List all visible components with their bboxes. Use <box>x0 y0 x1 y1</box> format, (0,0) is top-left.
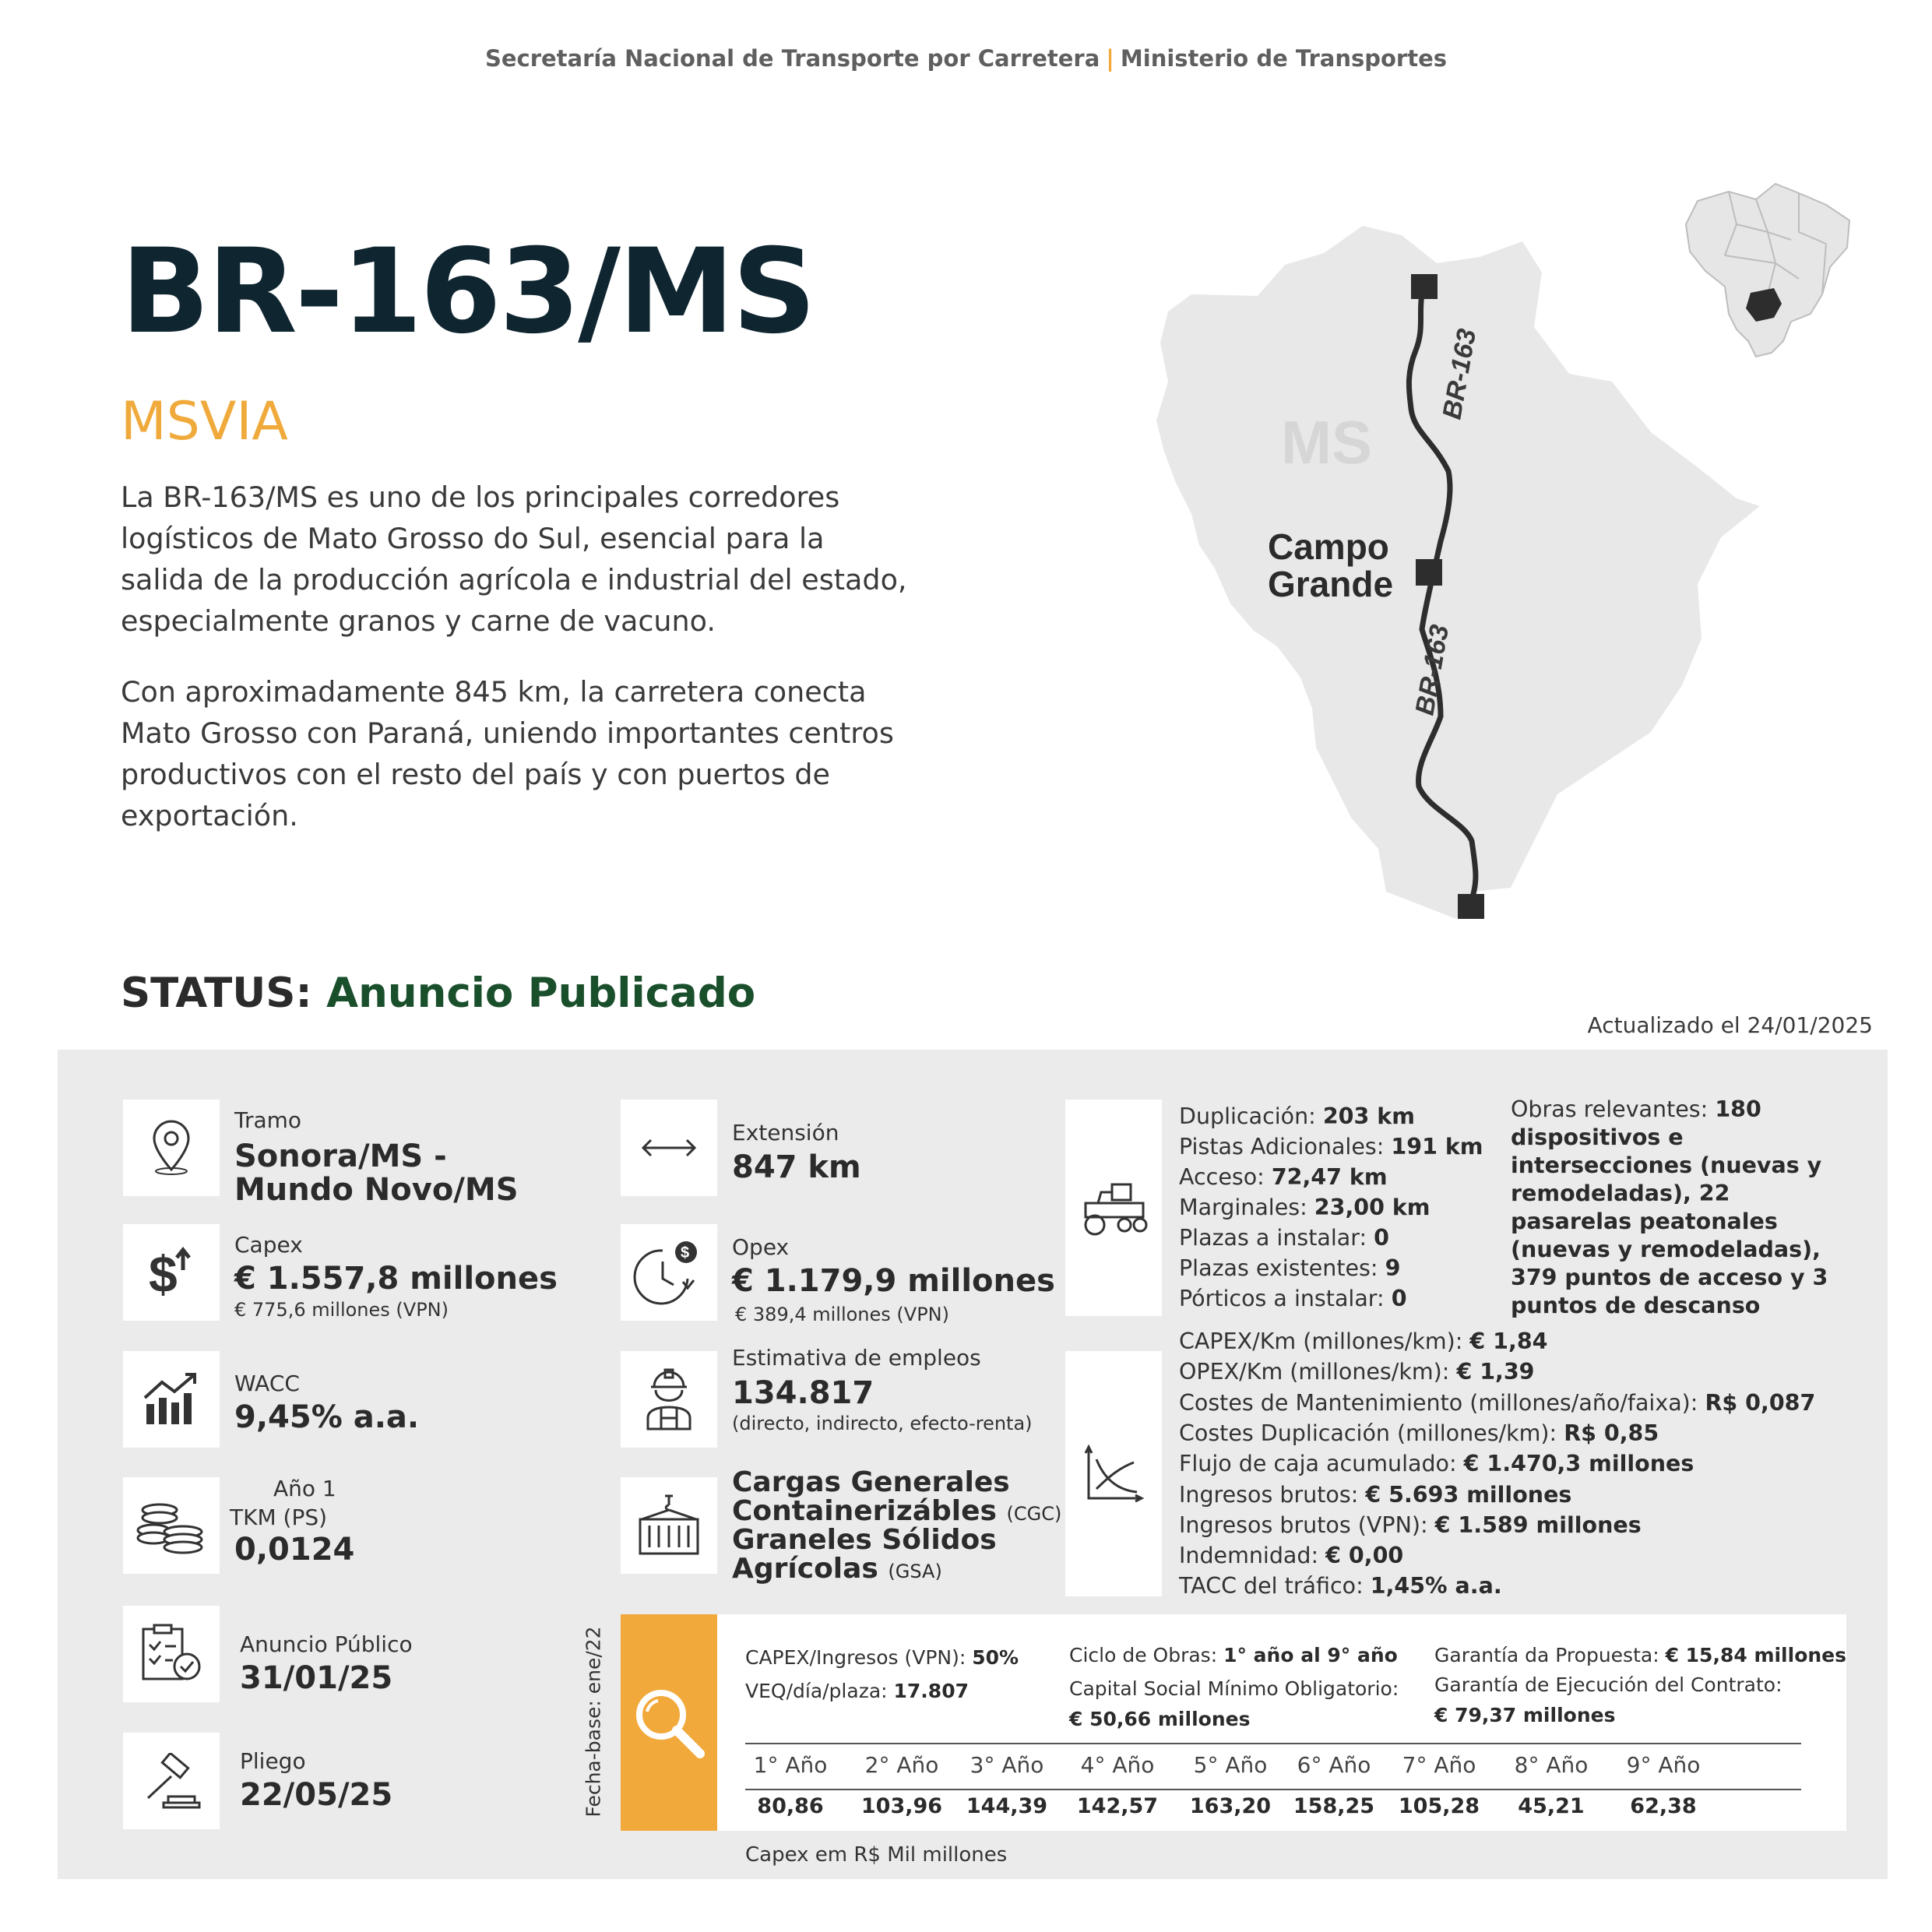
header-line <box>0 45 1932 72</box>
road-label-north: BR-163 <box>1437 326 1483 422</box>
cargo-line4 <box>732 1554 942 1586</box>
works-item-value: 203 km <box>1322 1103 1415 1129</box>
double-arrow-icon <box>621 1100 717 1196</box>
works-item <box>1179 1192 1431 1223</box>
capex-year-header: 9° Año <box>1626 1752 1701 1778</box>
finance-item <box>1179 1326 1547 1357</box>
extension-label: Extensión <box>732 1120 839 1145</box>
finance-item-value: € 5.693 millones <box>1365 1481 1572 1508</box>
tkm-label: TKM (PS) <box>230 1504 328 1530</box>
capex-year-value: 45,21 <box>1518 1794 1585 1818</box>
status-value: Anuncio Publicado <box>326 970 756 1017</box>
works-item-value: 23,00 km <box>1314 1195 1431 1220</box>
capital-amount: € 50,66 millones <box>1069 1708 1251 1730</box>
works-item <box>1179 1283 1407 1314</box>
ciclo-obras <box>1069 1641 1398 1670</box>
capex-year-header: 3° Año <box>970 1752 1044 1778</box>
road-roller-icon <box>1065 1100 1162 1316</box>
finance-item <box>1179 1540 1403 1571</box>
description-paragraph-2: Con aproximadamente 845 km, la carretera conecta Mato Grosso con Paraná, uniendo importantes centros productivos con el resto del país y con puertos de exportación. <box>121 675 894 832</box>
tkm-year-label: Año 1 <box>273 1476 336 1501</box>
location-pin-icon <box>123 1100 220 1196</box>
finance-item <box>1179 1510 1642 1540</box>
tramo-value-line2: Mundo Novo/MS <box>234 1172 519 1208</box>
cargo-line1: Cargas Generales <box>732 1466 1010 1498</box>
header-org-secretaria: Secretaría Nacional de Transporte por Carretera <box>484 45 1100 72</box>
fecha-base <box>574 1616 613 1828</box>
terminal-north-marker <box>1411 274 1438 299</box>
capex-year-header: 2° Año <box>864 1752 939 1778</box>
finance-item-key: OPEX/Km (millones/km): <box>1179 1359 1457 1385</box>
garantia-ejecucion-value <box>1434 1701 1615 1730</box>
works-item-key: Plazas a instalar: <box>1179 1225 1374 1251</box>
clock-dollar-icon <box>621 1224 717 1321</box>
campo-grande-marker <box>1416 559 1442 586</box>
growth-chart-icon <box>123 1351 220 1448</box>
extension-value: 847 km <box>732 1149 861 1185</box>
works-item-value: 72,47 km <box>1271 1164 1388 1190</box>
empleos-value: 134.817 <box>732 1375 875 1411</box>
header-separator: | <box>1106 45 1114 72</box>
concessionaire-name: MSVIA <box>121 391 288 452</box>
cargo-cgc-name: Containerizábles <box>732 1495 997 1527</box>
opex-value: € 1.179,9 millones <box>732 1263 1055 1299</box>
finance-item-key: Ingresos brutos: <box>1179 1481 1366 1508</box>
finance-item-key: Indemnidad: <box>1179 1543 1326 1569</box>
ciclo-value: 1° año al 9° año <box>1223 1644 1398 1666</box>
capex-value: € 1.557,8 millones <box>234 1261 558 1297</box>
years-top-rule <box>745 1743 1801 1744</box>
page-title: BR-163/MS <box>121 224 815 360</box>
works-item-key: Marginales: <box>1179 1195 1314 1220</box>
capex-vpn: € 775,6 millones (VPN) <box>234 1299 449 1321</box>
capex-year-header: 7° Año <box>1402 1752 1476 1778</box>
cargo-line3: Graneles Sólidos <box>732 1524 997 1556</box>
declining-chart-icon <box>1065 1351 1162 1596</box>
garantia-ejecucion-key: Garantía de Ejecución del Contrato: <box>1434 1673 1782 1696</box>
capex-ingresos-value: 50% <box>972 1646 1019 1669</box>
container-icon <box>621 1477 717 1574</box>
magnifier-icon <box>621 1614 717 1831</box>
works-item-key: Acceso: <box>1179 1164 1272 1190</box>
works-item-key: Duplicación: <box>1179 1103 1323 1129</box>
pliego-date: 22/05/25 <box>240 1777 393 1813</box>
finance-item <box>1179 1388 1815 1418</box>
empleos-label: Estimativa de empleos <box>732 1345 981 1371</box>
capex-year-value: 142,57 <box>1076 1794 1159 1818</box>
finance-item <box>1179 1480 1571 1510</box>
finance-item-value: € 1,39 <box>1456 1359 1535 1385</box>
capex-ingresos <box>745 1643 1019 1673</box>
works-item-value: 0 <box>1374 1225 1389 1251</box>
fecha-base-label: Fecha-base: ene/22 <box>582 1626 605 1818</box>
wacc-label: WACC <box>234 1371 300 1396</box>
status-line <box>121 970 755 1017</box>
finance-item <box>1179 1571 1502 1601</box>
capex-year-value: 103,96 <box>860 1794 943 1818</box>
capex-year-header: 6° Año <box>1297 1752 1371 1778</box>
wacc-value: 9,45% a.a. <box>234 1399 420 1435</box>
finance-item-key: Costes Duplicación (millones/km): <box>1179 1420 1564 1446</box>
description-paragraph-1: La BR-163/MS es uno de los principales corredores logísticos de Mato Grosso do Sul, esencial para la salida de la producción agrícola e industrial del estado, especialmente granos y carne de vacuno. <box>121 480 907 638</box>
state-map <box>1121 171 1760 919</box>
capex-year-header: 8° Año <box>1514 1752 1589 1778</box>
capital-key: Capital Social Mínimo Obligatorio: <box>1069 1677 1399 1700</box>
finance-item-key: Flujo de caja acumulado: <box>1179 1451 1464 1477</box>
capex-year-header: 5° Año <box>1193 1752 1268 1778</box>
capex-year-value: 163,20 <box>1189 1794 1272 1818</box>
works-item-value: 9 <box>1385 1255 1401 1281</box>
garantia-value: € 15,84 millones <box>1665 1644 1847 1666</box>
finance-item-value: € 0,00 <box>1325 1543 1404 1569</box>
obras-value: 180 dispositivos e intersecciones (nuevas y remodeladas), 22 pasarelas peatonales (nuevas y remodeladas), 379 puntos de acceso y 3 puntos de descanso <box>1511 1096 1828 1318</box>
tramo-value-line1: Sonora/MS - <box>234 1138 447 1174</box>
anuncio-label: Anuncio Público <box>240 1631 413 1657</box>
veq-value: 17.807 <box>893 1680 969 1702</box>
finance-item-value: € 1.589 millones <box>1434 1511 1642 1538</box>
empleos-note: (directo, indirecto, efecto-renta) <box>732 1413 1033 1434</box>
obras-key: Obras relevantes: <box>1511 1096 1716 1122</box>
finance-item-value: € 1.470,3 millones <box>1463 1451 1694 1477</box>
document-check-icon <box>123 1606 220 1702</box>
capex-year-value: 105,28 <box>1398 1794 1480 1818</box>
works-item <box>1179 1101 1415 1131</box>
svg-text:$: $ <box>681 1244 690 1262</box>
cargo-gsa-tag: (GSA) <box>888 1561 942 1582</box>
finance-item-value: € 1,84 <box>1469 1328 1548 1354</box>
city-label-line1: Campo <box>1268 526 1389 567</box>
works-item-key: Plazas existentes: <box>1179 1255 1385 1281</box>
cargo-cgc-tag: (CGC) <box>1006 1503 1062 1525</box>
garantia-ejecucion-amount: € 79,37 millones <box>1434 1704 1616 1726</box>
capex-year-value: 62,38 <box>1630 1794 1697 1818</box>
works-item-key: Pistas Adicionales: <box>1179 1134 1392 1160</box>
garantia-propuesta <box>1434 1641 1846 1670</box>
brazil-shape <box>1686 184 1849 357</box>
capex-note: Capex em R$ Mil millones <box>745 1843 1008 1867</box>
garantia-key: Garantía da Propuesta: <box>1434 1644 1666 1666</box>
capital-value <box>1069 1705 1250 1734</box>
dollar-up-icon <box>123 1224 220 1321</box>
terminal-south-marker <box>1458 894 1484 919</box>
veq-key: VEQ/día/plaza: <box>745 1680 894 1702</box>
finance-item-key: Ingresos brutos (VPN): <box>1179 1511 1435 1538</box>
years-mid-rule <box>745 1789 1801 1790</box>
capex-year-value: 144,39 <box>966 1794 1048 1818</box>
finance-item <box>1179 1418 1659 1448</box>
works-item <box>1179 1253 1400 1283</box>
status-label: STATUS: <box>121 970 312 1017</box>
works-item <box>1179 1223 1389 1253</box>
works-item <box>1179 1131 1483 1162</box>
city-label-line2: Grande <box>1268 564 1394 604</box>
capex-year-header: 4° Año <box>1080 1752 1155 1778</box>
cargo-gsa-name: Agrícolas <box>732 1553 878 1585</box>
tkm-value: 0,0124 <box>234 1532 355 1568</box>
finance-item-key: TACC del tráfico: <box>1179 1573 1371 1599</box>
capex-year-value: 80,86 <box>757 1794 824 1818</box>
worker-icon <box>621 1351 717 1448</box>
works-item-key: Pórticos a instalar: <box>1179 1286 1392 1311</box>
obras-relevantes <box>1511 1096 1857 1320</box>
works-item <box>1179 1162 1388 1192</box>
brazil-locator-map <box>1682 178 1857 364</box>
opex-vpn: € 389,4 millones (VPN) <box>735 1304 949 1325</box>
anuncio-date: 31/01/25 <box>240 1660 393 1696</box>
capex-year-value: 158,25 <box>1293 1794 1375 1818</box>
finance-item-key: CAPEX/Km (millones/km): <box>1179 1328 1470 1354</box>
finance-item-value: R$ 0,087 <box>1705 1389 1816 1416</box>
finance-item-value: R$ 0,85 <box>1564 1420 1659 1446</box>
road-label-south: BR-163 <box>1409 622 1455 718</box>
tramo-label: Tramo <box>234 1107 302 1133</box>
finance-item <box>1179 1448 1694 1479</box>
works-item-value: 191 km <box>1391 1134 1483 1160</box>
veq <box>745 1677 969 1706</box>
works-item-value: 0 <box>1391 1286 1407 1311</box>
ciclo-key: Ciclo de Obras: <box>1069 1644 1224 1666</box>
updated-date: Actualizado el 24/01/2025 <box>1587 1012 1873 1038</box>
finance-item-value: 1,45% a.a. <box>1370 1573 1502 1599</box>
finance-item-key: Costes de Mantenimiento (millones/año/faixa): <box>1179 1389 1705 1416</box>
capex-label: Capex <box>234 1232 303 1258</box>
opex-label: Opex <box>732 1234 790 1260</box>
pliego-label: Pliego <box>240 1748 306 1774</box>
header-org-ministerio: Ministerio de Transportes <box>1120 45 1448 72</box>
ms-state-label: MS <box>1281 408 1372 477</box>
coins-icon <box>123 1477 220 1574</box>
capex-year-header: 1° Año <box>753 1752 828 1778</box>
finance-item <box>1179 1357 1535 1387</box>
gavel-icon <box>123 1733 220 1829</box>
svg-text:$: $ <box>149 1245 178 1300</box>
capex-ingresos-key: CAPEX/Ingresos (VPN): <box>745 1646 973 1669</box>
